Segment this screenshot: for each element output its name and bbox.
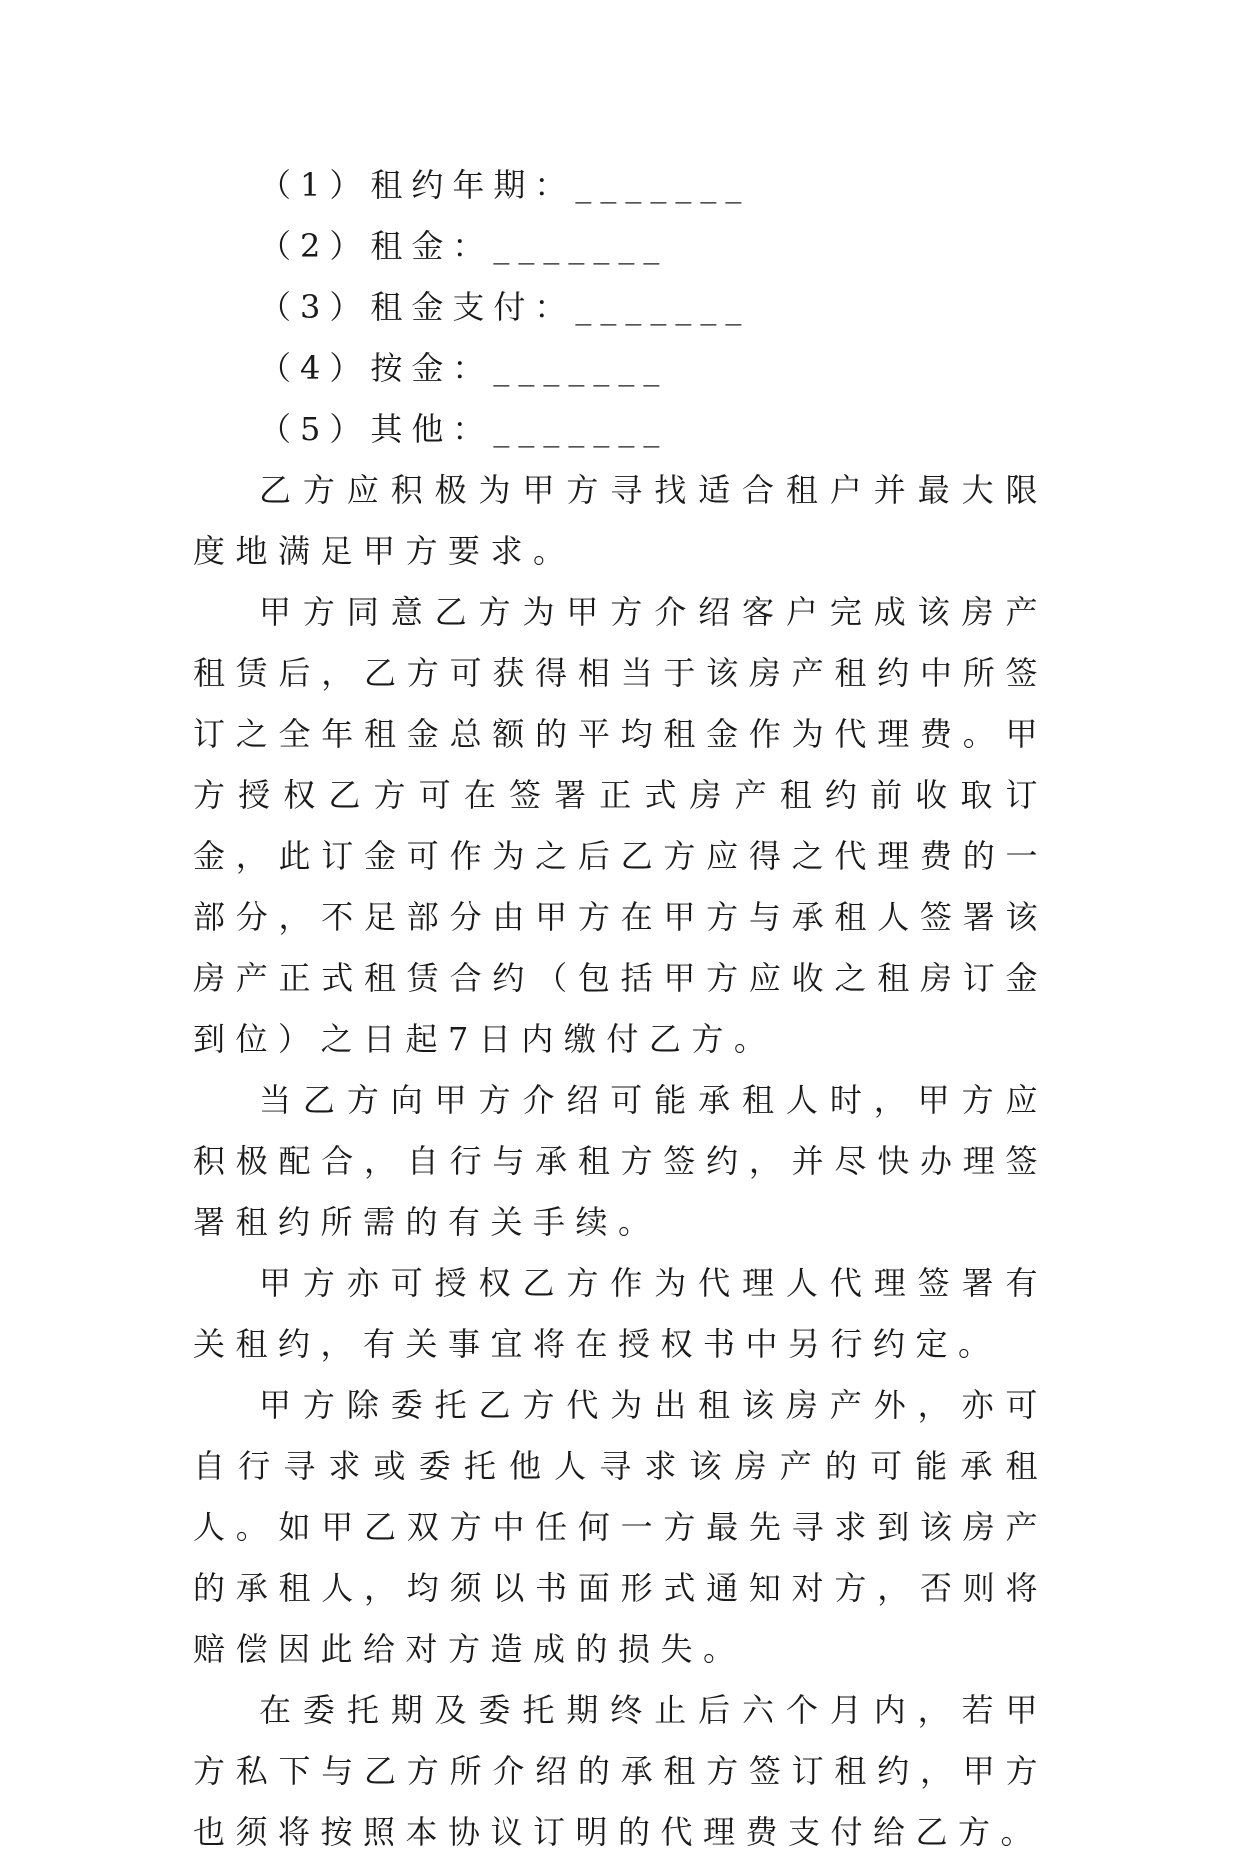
list-item-lease-term: （1）租约年期：_______ [259, 166, 751, 204]
paragraph-post-term: 在委托期及委托期终止后六个月内，若甲方私下与乙方所介绍的承租方签订租约，甲方也须将按照本协议订明的代理费支付给乙方。 [193, 1691, 1048, 1851]
paragraph-agency-fee: 甲方同意乙方为甲方介绍客户完成该房产租赁后，乙方可获得相当于该房产租约中所签订之全年租金总额的平均租金作为代理费。甲方授权乙方可在签署正式房产租约前收取订金，此订金可作为之后乙方应得之代理费的一部分，不足部分由甲方在甲方与承租人签署该房产正式租赁合约（包括甲方应收之租房订金到位）之日起7日内缴付乙方。 [193, 593, 1048, 1058]
paragraph-self-search: 甲方除委托乙方代为出租该房产外，亦可自行寻求或委托他人寻求该房产的可能承租人。如甲乙双方中任何一方最先寻求到该房产的承租人，均须以书面形式通知对方，否则将赔偿因此给对方造成的损失。 [193, 1386, 1048, 1668]
list-item-other: （5）其他：_______ [259, 410, 669, 448]
list-item-rent: （2）租金：_______ [259, 227, 669, 265]
document-body [193, 155, 1048, 1863]
list-item-deposit: （4）按金：_______ [259, 349, 669, 387]
paragraph-authorization: 甲方亦可授权乙方作为代理人代理签署有关租约，有关事宜将在授权书中另行约定。 [193, 1264, 1048, 1363]
paragraph-cooperation: 当乙方向甲方介绍可能承租人时，甲方应积极配合，自行与承租方签约，并尽快办理签署租约所需的有关手续。 [193, 1081, 1048, 1241]
list-item-rent-payment: （3）租金支付：_______ [259, 288, 751, 326]
paragraph-find-tenant: 乙方应积极为甲方寻找适合租户并最大限度地满足甲方要求。 [193, 471, 1048, 570]
